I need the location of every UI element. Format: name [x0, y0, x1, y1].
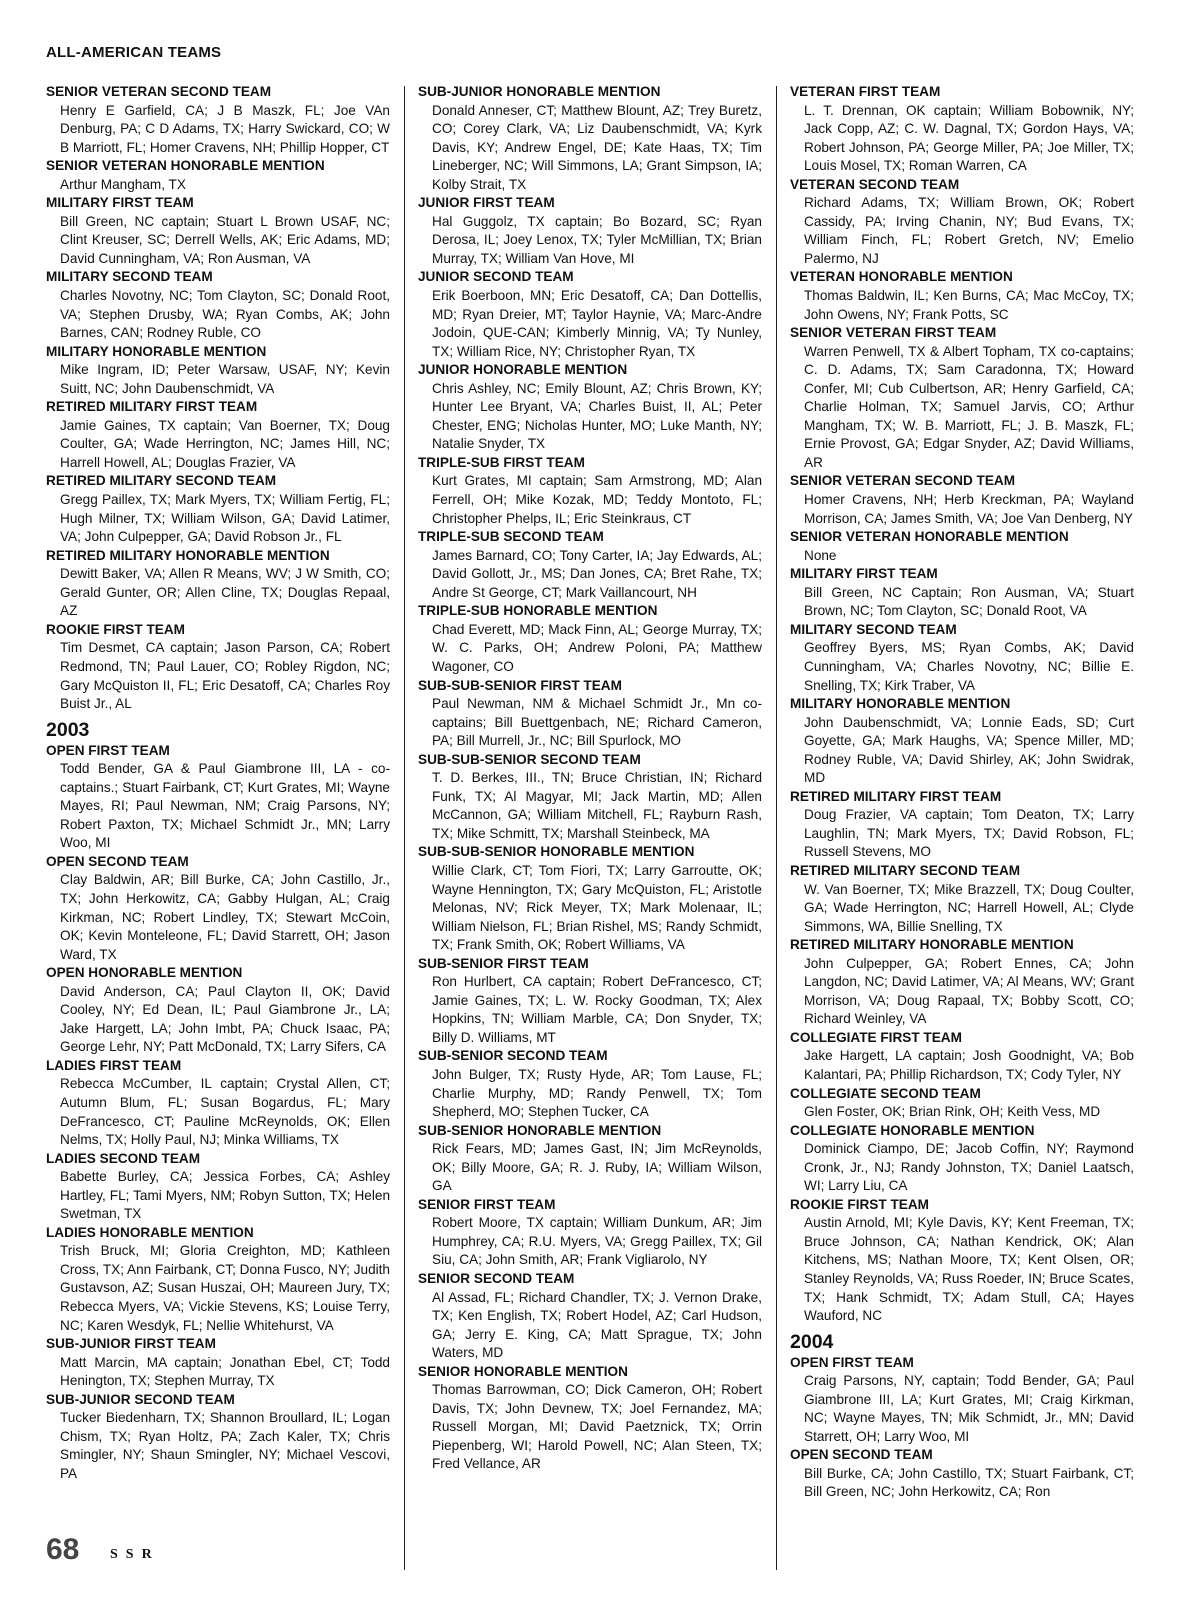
team-heading: SUB-SENIOR HONORABLE MENTION	[418, 1122, 662, 1138]
team-members: John Daubenschmidt, VA; Lonnie Eads, SD; Curt Goyette, GA; Mark Haughs, VA; Spence Miller, MD; Rodney Ruble, VA; David Shirley, AK; John Swidrak, MD	[804, 714, 1134, 786]
team-members: Dewitt Baker, VA; Allen R Means, WV; J W Smith, CO; Gerald Gunter, OR; Allen Cline, TX; Douglas Repaal, AZ	[60, 566, 390, 619]
team-section	[790, 565, 1134, 621]
team-section	[46, 742, 390, 853]
team-heading: COLLEGIATE FIRST TEAM	[790, 1029, 962, 1045]
team-members: T. D. Berkes, III., TN; Bruce Christian, IN; Richard Funk, TX; Al Magyar, MI; Jack Martin, MD; Allen McCannon, GA; William Mitchell, FL; Rayburn Rash, TX; Mike Schmitt, TX; Marshall Steinbeck, MA	[432, 770, 762, 841]
team-members: Matt Marcin, MA captain; Jonathan Ebel, CT; Todd Henington, TX; Stephen Murray, TX	[60, 1354, 390, 1389]
team-members: Jamie Gaines, TX captain; Van Boerner, TX; Doug Coulter, GA; Wade Herrington, NC; James Hill, NC; Harrell Howell, AL; Douglas Frazier, VA	[60, 417, 390, 470]
team-members: Homer Cravens, NH; Herb Kreckman, PA; Wayland Morrison, CA; James Smith, VA; Joe Van Denberg, NY	[804, 492, 1134, 526]
team-heading: OPEN FIRST TEAM	[790, 1354, 914, 1370]
team-heading: SENIOR VETERAN SECOND TEAM	[46, 84, 272, 99]
team-section	[46, 268, 390, 342]
team-heading: COLLEGIATE SECOND TEAM	[790, 1085, 981, 1101]
team-members: David Anderson, CA; Paul Clayton II, OK; David Cooley, NY; Ed Dean, IL; Paul Giambrone Jr., LA; Jake Hargett, LA; John Imbt, PA; Chuck Isaac, PA; George Lehr, NY; Patt McDonald, TX; Larry Sifers, CA	[60, 983, 390, 1055]
team-members: W. Van Boerner, TX; Mike Brazzell, TX; Doug Coulter, GA; Wade Herrington, NC; Harrell Howell, AL; Clyde Simmons, WA, Billie Snelling, TX	[804, 881, 1134, 934]
team-heading: LADIES FIRST TEAM	[46, 1057, 182, 1073]
team-heading: OPEN FIRST TEAM	[46, 742, 170, 758]
team-section	[790, 83, 1134, 176]
team-section	[790, 472, 1134, 528]
year-heading: 2004	[790, 1330, 834, 1353]
team-section	[418, 268, 762, 361]
team-members: Doug Frazier, VA captain; Tom Deaton, TX; Larry Laughlin, TN; Mark Myers, TX; David Robson, FL; Russell Stevens, MO	[804, 807, 1134, 860]
team-members: Henry E Garfield, CA; J B Maszk, FL; Joe VAn Denburg, PA; C D Adams, TX; Harry Swickard, CO; W B Marriott, FL; Homer Cravens, NH; Phillip Hopper, CT	[60, 102, 390, 155]
team-heading: OPEN SECOND TEAM	[46, 853, 189, 869]
team-heading: VETERAN HONORABLE MENTION	[790, 269, 1013, 285]
team-section	[418, 1047, 762, 1121]
team-heading: SUB-JUNIOR FIRST TEAM	[46, 1336, 216, 1352]
team-section	[46, 157, 390, 194]
team-members: Ron Hurlbert, CA captain; Robert DeFrancesco, CT; Jamie Gaines, TX; L. W. Rocky Goodman, TX; Alex Hopkins, TN; William Marble, CA; Don Snyder, TX; Billy D. Williams, MT	[432, 974, 762, 1045]
team-section	[790, 268, 1134, 324]
team-heading: OPEN HONORABLE MENTION	[46, 965, 243, 981]
team-heading: VETERAN SECOND TEAM	[790, 176, 960, 192]
team-heading: SENIOR SECOND TEAM	[418, 1271, 575, 1286]
column-1	[46, 83, 390, 1483]
team-members: Charles Novotny, NC; Tom Clayton, SC; Donald Root, VA; Stephen Drusby, WA; Ryan Combs, AK; John Barnes, CAN; Rodney Ruble, CO	[60, 288, 390, 341]
team-members: Arthur Mangham, TX	[60, 176, 186, 192]
team-members: Mike Ingram, ID; Peter Warsaw, USAF, NY; Kevin Suitt, NC; John Daubenschmidt, VA	[60, 362, 390, 396]
team-section	[46, 1057, 390, 1150]
team-section	[46, 1335, 390, 1391]
team-heading: SENIOR HONORABLE MENTION	[418, 1363, 628, 1379]
team-members: Robert Moore, TX captain; William Dunkum, AR; Jim Humphrey, CA; R.U. Myers, VA; Gregg Paillex, TX; Gil Siu, CA; John Smith, AR; Frank Vigliarolo, NY	[432, 1215, 762, 1268]
team-heading: SENIOR VETERAN SECOND TEAM	[790, 473, 1016, 489]
team-members: Kurt Grates, MI captain; Sam Armstrong, MD; Alan Ferrell, OH; Mike Kozak, MD; Teddy Montoto, FL; Christopher Phelps, IL; Eric Steinkraus, CT	[432, 473, 762, 526]
team-section	[418, 1363, 762, 1474]
team-section	[418, 751, 762, 844]
team-section	[790, 1196, 1134, 1326]
team-members: John Culpepper, GA; Robert Ennes, CA; John Langdon, NC; David Latimer, VA; Al Means, WV; Grant Morrison, VA; Doug Rapaal, TX; Bobby Scott, CO; Richard Weinley, VA	[804, 955, 1134, 1027]
team-members: Rick Fears, MD; James Gast, IN; Jim McReynolds, OK; Billy Moore, GA; R. J. Ruby, IA; William Wilson, GA	[432, 1141, 762, 1194]
team-members: Rebecca McCumber, IL captain; Crystal Allen, CT; Autumn Blum, FL; Susan Bogardus, FL; Mary DeFrancesco, CT; Pauline McReynolds, OK; Ellen Nelms, TX; Holly Paul, NJ; Minka Williams, TX	[60, 1076, 390, 1148]
team-section	[418, 1122, 762, 1196]
team-heading: SUB-SUB-SENIOR SECOND TEAM	[418, 751, 641, 767]
column-divider	[404, 86, 405, 1570]
team-heading: MILITARY HONORABLE MENTION	[46, 343, 267, 359]
team-heading: TRIPLE-SUB FIRST TEAM	[418, 454, 585, 470]
team-section	[418, 194, 762, 268]
team-section	[46, 853, 390, 964]
team-heading: SENIOR FIRST TEAM	[418, 1196, 556, 1212]
team-heading: RETIRED MILITARY FIRST TEAM	[46, 399, 258, 415]
team-section	[790, 1354, 1134, 1447]
team-members: Thomas Baldwin, IL; Ken Burns, CA; Mac McCoy, TX; John Owens, NY; Frank Potts, SC	[804, 288, 1134, 322]
team-section	[790, 862, 1134, 936]
team-heading: COLLEGIATE HONORABLE MENTION	[790, 1122, 1035, 1138]
team-heading: SUB-SUB-SENIOR FIRST TEAM	[418, 677, 622, 693]
column-3	[790, 83, 1134, 1502]
team-members: Hal Guggolz, TX captain; Bo Bozard, SC; Ryan Derosa, IL; Joey Lenox, TX; Tyler McMillian, TX; Brian Murray, TX; William Van Hove, MI	[432, 213, 762, 266]
team-heading: RETIRED MILITARY SECOND TEAM	[46, 473, 277, 489]
team-members: Bill Green, NC captain; Stuart L Brown USAF, NC; Clint Kreuser, SC; Derrell Wells, AK; Eric Adams, MD; David Cunningham, VA; Ron Ausman, VA	[60, 213, 390, 266]
team-members: Todd Bender, GA & Paul Giambrone III, LA - co-captains.; Stuart Fairbank, CT; Kurt Grates, MI; Wayne Mayes, RI; Paul Newman, NM; Craig Parsons, NY; Robert Paxton, TX; Michael Schmidt Jr., MN; Larry Woo, MI	[60, 761, 390, 851]
team-section	[418, 1270, 762, 1363]
team-members: Clay Baldwin, AR; Bill Burke, CA; John Castillo, Jr., TX; John Herkowitz, CA; Gabby Hulgan, AL; Craig Kirkman, NC; Robert Lindley, TX; Stewart McCoin, OK; Kevin Monteleone, FL; David Starrett, OH; Jason Ward, TX	[60, 872, 390, 962]
team-members: Al Assad, FL; Richard Chandler, TX; J. Vernon Drake, TX; Ken English, TX; Robert Hodel, AZ; Carl Hudson, GA; Jerry E. King, CA; Matt Sprague, TX; John Waters, MD	[432, 1289, 762, 1361]
team-section	[790, 528, 1134, 565]
team-heading: RETIRED MILITARY FIRST TEAM	[790, 788, 1002, 804]
team-heading: MILITARY SECOND TEAM	[46, 269, 213, 285]
team-section	[46, 964, 390, 1057]
brand-mark: SSR	[110, 1547, 160, 1562]
team-section	[790, 1029, 1134, 1085]
team-members: Willie Clark, CT; Tom Fiori, TX; Larry Garroutte, OK; Wayne Hennington, TX; Gary McQuiston, FL; Aristotle Melonas, NV; Rick Meyer, TX; Mark Molenaar, IL; William Nielson, FL; Brian Rishel, MS; Randy Schmidt, TX; Frank Smith, OK; Robert Williams, VA	[432, 862, 762, 953]
team-members: Glen Foster, OK; Brian Rink, OH; Keith Vess, MD	[804, 1104, 1101, 1120]
team-section	[790, 936, 1134, 1029]
column-2	[418, 83, 762, 1474]
team-members: Chad Everett, MD; Mack Finn, AL; George Murray, TX; W. C. Parks, OH; Andrew Poloni, PA; Matthew Wagoner, CO	[432, 621, 762, 674]
team-members: Dominick Ciampo, DE; Jacob Coffin, NY; Raymond Cronk, Jr., NJ; Randy Johnston, TX; Daniel Laatsch, WI; Larry Liu, CA	[804, 1141, 1134, 1194]
team-members: Austin Arnold, MI; Kyle Davis, KY; Kent Freeman, TX; Bruce Johnson, CA; Nathan Kendrick, OK; Alan Kitchens, MS; Nathan Moore, TX; Kent Olsen, OR; Stanley Reynolds, VA; Russ Roeder, IN; Bruce Scates, TX; Hank Schmidt, TX; Adam Stull, CA; Hayes Wauford, NC	[804, 1215, 1134, 1324]
team-section	[418, 677, 762, 751]
team-members: John Bulger, TX; Rusty Hyde, AR; Tom Lause, FL; Charlie Murphy, MD; Randy Penwell, TX; Tom Shepherd, MO; Stephen Tucker, CA	[432, 1066, 762, 1120]
team-heading: RETIRED MILITARY HONORABLE MENTION	[46, 547, 330, 563]
team-heading: RETIRED MILITARY SECOND TEAM	[790, 862, 1021, 878]
team-section	[46, 194, 390, 268]
team-section	[790, 621, 1134, 695]
team-section	[46, 472, 390, 546]
team-heading: SUB-SUB-SENIOR HONORABLE MENTION	[418, 844, 695, 860]
team-section	[418, 528, 762, 602]
team-heading: SUB-SENIOR SECOND TEAM	[418, 1048, 608, 1064]
team-section	[418, 454, 762, 528]
team-heading: MILITARY FIRST TEAM	[790, 566, 938, 582]
team-heading: SENIOR VETERAN HONORABLE MENTION	[46, 158, 325, 174]
team-members: Richard Adams, TX; William Brown, OK; Robert Cassidy, PA; Irving Chanin, NY; Bud Evans, TX; William Finch, FL; Robert Gretch, NV; Emelio Palermo, NJ	[804, 195, 1134, 266]
team-heading: TRIPLE-SUB HONORABLE MENTION	[418, 603, 658, 619]
team-members: Bill Green, NC Captain; Ron Ausman, VA; Stuart Brown, NC; Tom Clayton, SC; Donald Root, VA	[804, 584, 1134, 619]
team-section	[46, 83, 390, 157]
team-heading: SENIOR VETERAN FIRST TEAM	[790, 325, 997, 341]
team-section	[790, 1122, 1134, 1196]
team-section	[790, 1446, 1134, 1502]
team-heading: MILITARY HONORABLE MENTION	[790, 696, 1011, 712]
team-heading: SENIOR VETERAN HONORABLE MENTION	[790, 529, 1069, 545]
team-section	[790, 176, 1134, 269]
team-section	[790, 1085, 1134, 1122]
team-heading: JUNIOR HONORABLE MENTION	[418, 362, 628, 378]
year-heading: 2003	[46, 718, 90, 741]
team-section	[46, 1150, 390, 1224]
team-members: Tim Desmet, CA captain; Jason Parson, CA; Robert Redmond, TN; Paul Lauer, CO; Robley Rigdon, NC; Gary McQuiston II, FL; Eric Desatoff, CA; Charles Roy Buist Jr., AL	[60, 640, 390, 712]
team-heading: MILITARY SECOND TEAM	[790, 621, 957, 637]
team-heading: ROOKIE FIRST TEAM	[46, 621, 185, 637]
team-members: Craig Parsons, NY, captain; Todd Bender, GA; Paul Giambrone III, LA; Kurt Grates, MI; Craig Kirkman, NC; Wayne Mayes, TN; Mik Schmidt, Jr., MN; David Starrett, OH; Larry Woo, MI	[804, 1373, 1134, 1444]
team-section	[418, 361, 762, 454]
team-heading: ROOKIE FIRST TEAM	[790, 1196, 929, 1212]
team-heading: LADIES SECOND TEAM	[46, 1150, 201, 1166]
team-members: Thomas Barrowman, CO; Dick Cameron, OH; Robert Davis, TX; John Devnew, TX; Joel Fernandez, MA; Russell Morgan, MI; David Paetznick, TX; Orrin Piepenberg, WI; Harold Powell, NC; Alan Steen, TX; Fred Vellance, AR	[432, 1382, 762, 1472]
team-section	[418, 955, 762, 1048]
team-heading: SUB-JUNIOR SECOND TEAM	[46, 1391, 235, 1407]
section-header: ALL-AMERICAN TEAMS	[46, 44, 222, 61]
team-section	[790, 324, 1134, 472]
team-members: L. T. Drennan, OK captain; William Bobownik, NY; Jack Copp, AZ; C. W. Dagnal, TX; Gordon Hays, VA; Robert Johnson, PA; George Miller, PA; Joe Miller, TX; Louis Mosel, TX; Roman Warren, CA	[804, 102, 1134, 174]
team-section	[790, 695, 1134, 788]
team-section	[46, 1391, 390, 1484]
team-members: Warren Penwell, TX & Albert Topham, TX co-captains; C. D. Adams, TX; Sam Caradonna, TX; Howard Confer, MI; Cub Culbertson, AR; Henry Garfield, CA; Charlie Holman, TX; Samuel Jarvis, CO; Arthur Mangham, TX; W. B. Marriott, FL; J. B. Maszk, FL; Ernie Provost, GA; Edgar Snyder, AZ; David Williams, AR	[804, 343, 1134, 470]
team-section	[790, 788, 1134, 862]
team-members: Gregg Paillex, TX; Mark Myers, TX; William Fertig, FL; Hugh Milner, TX; William Wilson, GA; David Latimer, VA; John Culpepper, GA; David Robson Jr., FL	[60, 492, 390, 545]
team-section	[418, 843, 762, 954]
team-section	[418, 83, 762, 194]
team-members: Erik Boerboon, MN; Eric Desatoff, CA; Dan Dottellis, MD; Ryan Dreier, MT; Taylor Haynie, VA; Marc-Andre Jodoin, QUE-CAN; Kimberly Minnig, VA; Ty Nunley, TX; William Rice, NY; Christopher Ryan, TX	[432, 288, 762, 359]
team-heading: SUB-JUNIOR HONORABLE MENTION	[418, 84, 661, 99]
team-members: Paul Newman, NM & Michael Schmidt Jr., Mn co-captains; Bill Buettgenbach, NE; Richard Cameron, PA; Bill Murrell, Jr., NC; Bill Spurlock, MO	[432, 696, 762, 749]
team-heading: SUB-SENIOR FIRST TEAM	[418, 955, 589, 971]
page-footer	[46, 1533, 160, 1567]
team-members: Geoffrey Byers, MS; Ryan Combs, AK; David Cunningham, VA; Charles Novotny, NC; Billie E. Snelling, TX; Kirk Traber, VA	[804, 640, 1134, 693]
team-members: Tucker Biedenharn, TX; Shannon Broullard, IL; Logan Chism, TX; Ryan Holtz, PA; Zach Kaler, TX; Chris Smingler, NY; Shaun Smingler, NY; Michael Vescovi, PA	[60, 1410, 390, 1481]
team-section	[418, 1196, 762, 1270]
team-heading: TRIPLE-SUB SECOND TEAM	[418, 529, 604, 545]
team-section	[46, 343, 390, 399]
team-section	[46, 547, 390, 621]
team-heading: LADIES HONORABLE MENTION	[46, 1224, 254, 1240]
team-section	[46, 1224, 390, 1335]
team-section	[418, 602, 762, 676]
team-members: Chris Ashley, NC; Emily Blount, AZ; Chris Brown, KY; Hunter Lee Bryant, VA; Charles Buist, II, AL; Peter Chester, ENG; Nicholas Hunter, MO; Luke Manth, NY; Natalie Snyder, TX	[432, 380, 762, 452]
team-members: Jake Hargett, LA captain; Josh Goodnight, VA; Bob Kalantari, PA; Phillip Richardson, TX; Cody Tyler, NY	[804, 1048, 1134, 1082]
team-section	[46, 398, 390, 472]
team-section	[46, 621, 390, 714]
team-members: Trish Bruck, MI; Gloria Creighton, MD; Kathleen Cross, TX; Ann Fairbank, CT; Donna Fusco, NY; Judith Gustavson, AZ; Susan Huszai, OH; Maureen Jury, TX; Rebecca Myers, VA; Vickie Stevens, KS; Louise Terry, NC; Karen Wesdyk, FL; Nellie Whitehurst, VA	[60, 1243, 390, 1333]
team-heading: RETIRED MILITARY HONORABLE MENTION	[790, 937, 1074, 953]
team-heading: OPEN SECOND TEAM	[790, 1447, 933, 1463]
team-heading: VETERAN FIRST TEAM	[790, 84, 941, 99]
team-heading: JUNIOR FIRST TEAM	[418, 195, 555, 211]
team-heading: JUNIOR SECOND TEAM	[418, 269, 574, 285]
team-members: James Barnard, CO; Tony Carter, IA; Jay Edwards, AL; David Gollott, Jr., MS; Dan Jones, CA; Bret Rahe, TX; Andre St George, CT; Mark Vaillancourt, NH	[432, 547, 762, 600]
team-members: Bill Burke, CA; John Castillo, TX; Stuart Fairbank, CT; Bill Green, NC; John Herkowitz, CA; Ron	[804, 1465, 1134, 1500]
team-members: Babette Burley, CA; Jessica Forbes, CA; Ashley Hartley, FL; Tami Myers, NM; Robyn Sutton, TX; Helen Swetman, TX	[60, 1169, 390, 1222]
column-divider	[776, 86, 777, 1570]
page-number: 68	[46, 1533, 80, 1566]
team-members: None	[804, 547, 837, 563]
team-heading: MILITARY FIRST TEAM	[46, 195, 194, 211]
team-members: Donald Anneser, CT; Matthew Blount, AZ; Trey Buretz, CO; Corey Clark, VA; Liz Daubenschmidt, VA; Kyrk Davis, KY; Andrew Engel, DE; Kate Haas, TX; Tim Lineberger, NC; Will Simmons, LA; Grant Simpson, IA; Kolby Strait, TX	[432, 102, 762, 192]
